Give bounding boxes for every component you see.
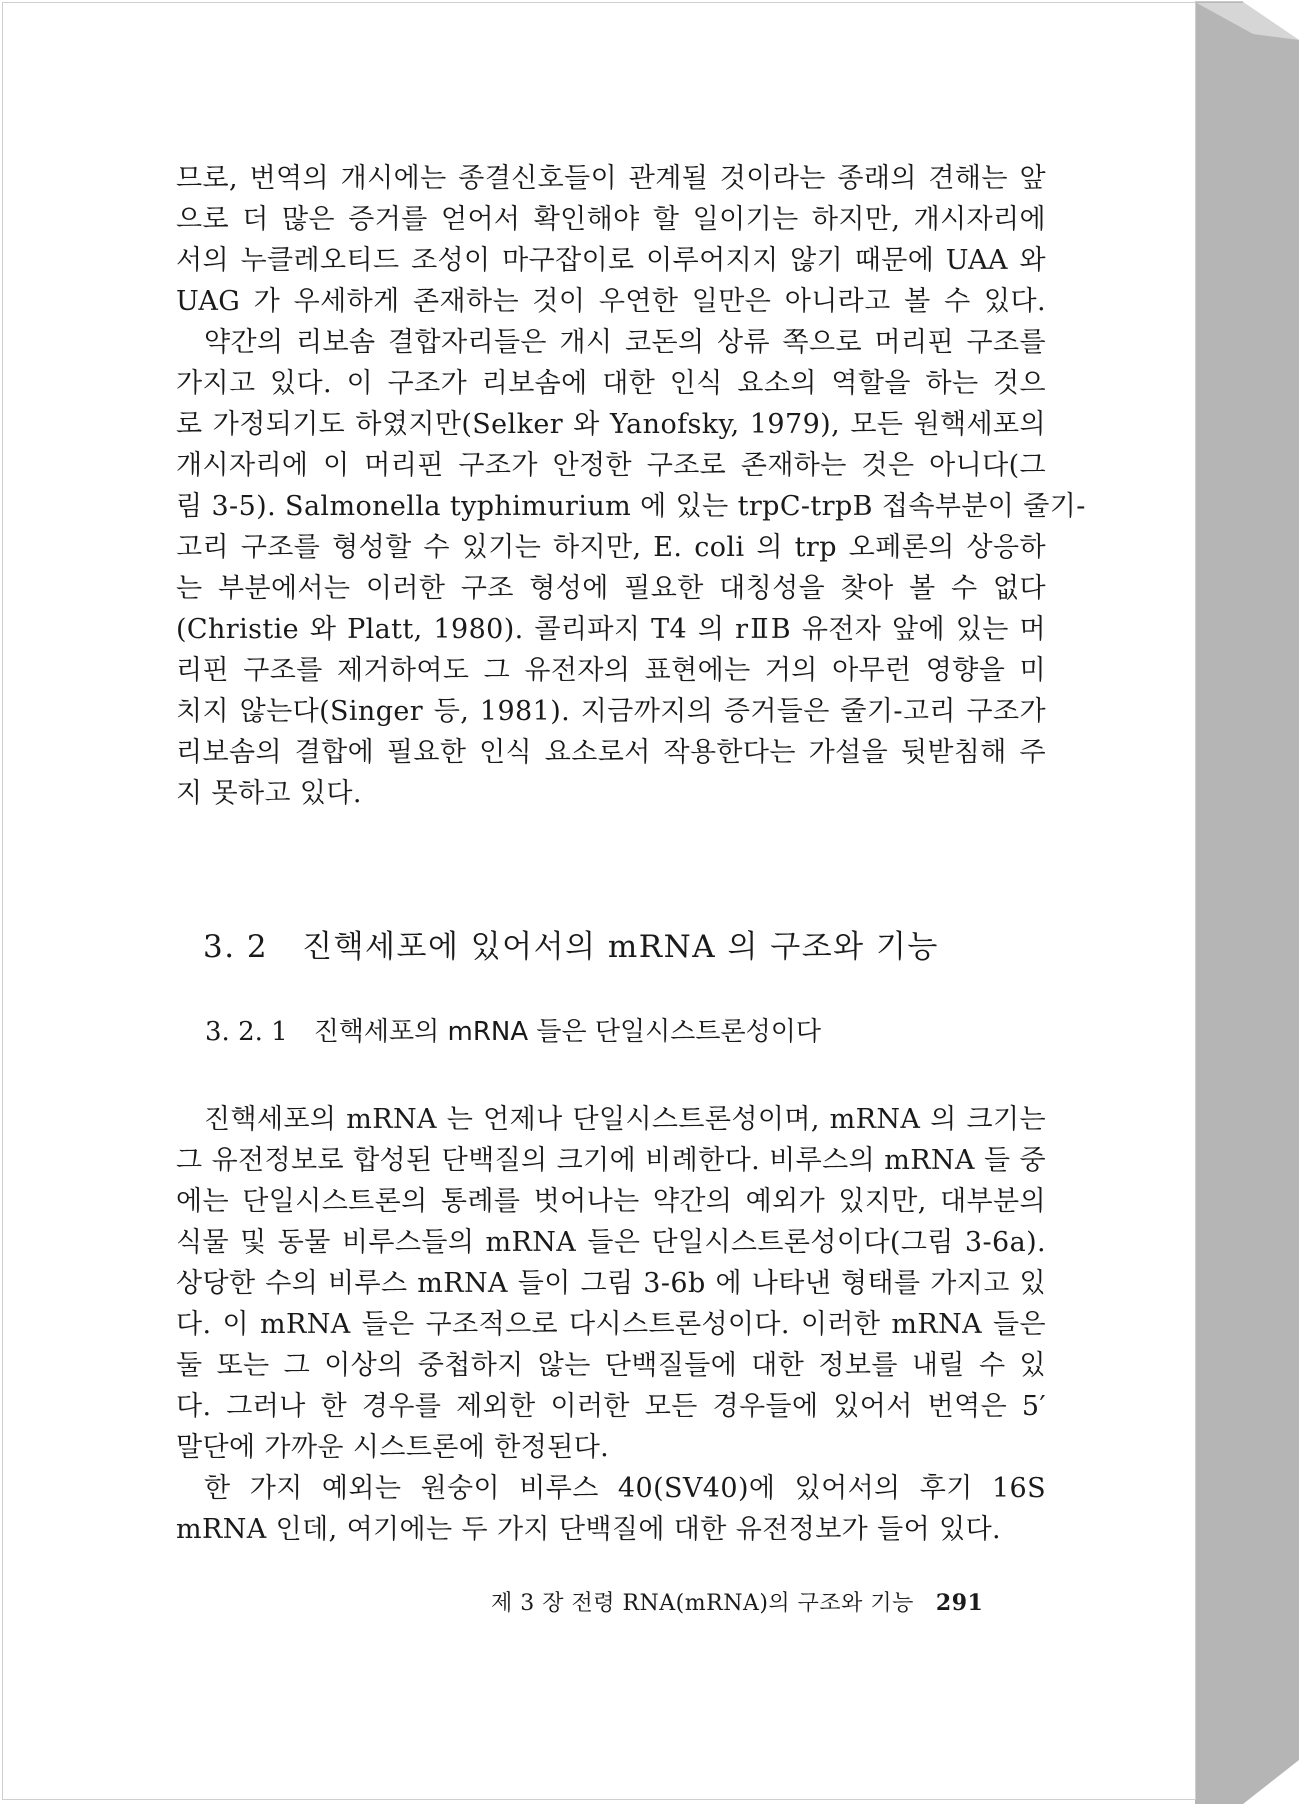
paragraph-monocistronic	[176, 1099, 1046, 1468]
subsection-title: 진핵세포의 mRNA 들은 단일시스트론성이다	[313, 1017, 821, 1047]
text-line: (Christie 와 Platt, 1980). 콜리파지 T4 의 rⅡB 유전자 앞에 있는 머	[176, 614, 1046, 645]
subsection-number: 3. 2. 1	[205, 1017, 288, 1047]
section-title: 진핵세포에 있어서의 mRNA 의 구조와 기능	[302, 929, 939, 965]
paragraph-hairpin	[176, 322, 1086, 814]
text-line: 림 3-5). Salmonella typhimurium 에 있는 trpC-trpB 접속부분이 줄기-	[176, 491, 1086, 522]
text-line: 으로 더 많은 증거를 얻어서 확인해야 할 일이기는 하지만, 개시자리에	[176, 204, 1046, 235]
text-line: 다. 그러나 한 경우를 제외한 이러한 모든 경우들에 있어서 번역은 5′	[176, 1391, 1046, 1422]
text-line: 고리 구조를 형성할 수 있기는 하지만, E. coli 의 trp 오페론의 상응하	[176, 532, 1046, 563]
section-number: 3. 2	[203, 929, 269, 965]
running-footer	[491, 1586, 983, 1617]
text-line: 에는 단일시스트론의 통례를 벗어나는 약간의 예외가 있지만, 대부분의	[176, 1186, 1046, 1217]
book-page	[2, 2, 1196, 1800]
text-line: 다. 이 mRNA 들은 구조적으로 다시스트론성이다. 이러한 mRNA 들은	[176, 1309, 1046, 1340]
text-line: UAG 가 우세하게 존재하는 것이 우연한 일만은 아니라고 볼 수 있다.	[176, 286, 1046, 317]
text-line: 그 유전정보로 합성된 단백질의 크기에 비례한다. 비루스의 mRNA 들 중	[176, 1145, 1046, 1176]
paragraph-sv40	[176, 1468, 1046, 1550]
text-line: 상당한 수의 비루스 mRNA 들이 그림 3-6b 에 나타낸 형태를 가지고 있	[176, 1268, 1046, 1299]
text-line: 리핀 구조를 제거하여도 그 유전자의 표현에는 거의 아무런 영향을 미	[176, 655, 1046, 686]
text-line: 는 부분에서는 이러한 구조 형성에 필요한 대칭성을 찾아 볼 수 없다	[176, 573, 1046, 604]
text-line: 서의 누클레오티드 조성이 마구잡이로 이루어지지 않기 때문에 UAA 와	[176, 245, 1046, 276]
text-line: 둘 또는 그 이상의 중첩하지 않는 단백질들에 대한 정보를 내릴 수 있	[176, 1350, 1046, 1381]
text-line: 말단에 가까운 시스트론에 한정된다.	[176, 1432, 610, 1463]
text-line: 식물 및 동물 비루스들의 mRNA 들은 단일시스트론성이다(그림 3-6a).	[176, 1227, 1046, 1258]
text-line: 한 가지 예외는 원숭이 비루스 40(SV40)에 있어서의 후기 16S	[204, 1473, 1046, 1504]
text-line: mRNA 인데, 여기에는 두 가지 단백질에 대한 유전정보가 들어 있다.	[176, 1514, 1002, 1545]
text-line: 리보솜의 결합에 필요한 인식 요소로서 작용한다는 가설을 뒷받침해 주	[176, 737, 1046, 768]
text-line: 므로, 번역의 개시에는 종결신호들이 관계될 것이라는 종래의 견해는 앞	[176, 163, 1046, 194]
subsection-heading	[205, 1011, 821, 1048]
section-heading	[203, 921, 939, 966]
chapter-title: 제 3 장 전령 RNA(mRNA)의 구조와 기능	[491, 1591, 914, 1616]
text-line: 가지고 있다. 이 구조가 리보솜에 대한 인식 요소의 역할을 하는 것으	[176, 368, 1046, 399]
text-line: 진핵세포의 mRNA 는 언제나 단일시스트론성이며, mRNA 의 크기는	[204, 1104, 1046, 1135]
text-line: 개시자리에 이 머리핀 구조가 안정한 구조로 존재하는 것은 아니다(그	[176, 450, 1046, 481]
paragraph-continuation	[176, 158, 1046, 322]
page-number: 291	[935, 1590, 984, 1616]
text-line: 로 가정되기도 하였지만(Selker 와 Yanofsky, 1979), 모든 원핵세포의	[176, 409, 1046, 440]
text-line: 지 못하고 있다.	[176, 778, 362, 809]
text-line: 약간의 리보솜 결합자리들은 개시 코돈의 상류 쪽으로 머리핀 구조를	[204, 327, 1046, 358]
text-line: 치지 않는다(Singer 등, 1981). 지금까지의 증거들은 줄기-고리 구조가	[176, 696, 1046, 727]
